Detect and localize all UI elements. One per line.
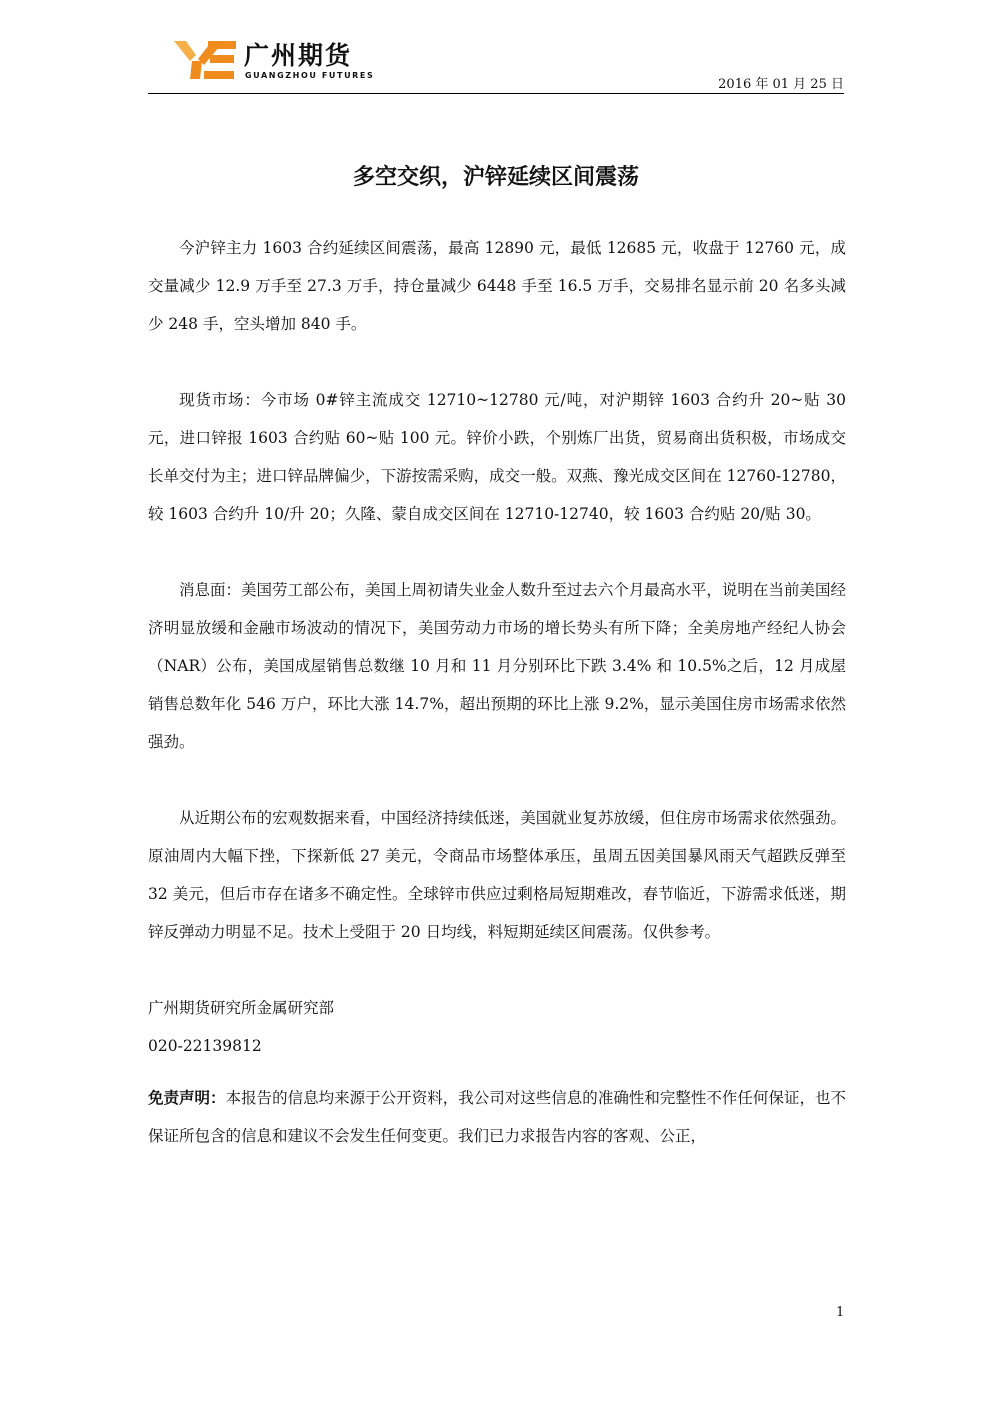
disclaimer-label: 免责声明： [148,1088,226,1107]
paragraph-news: 消息面：美国劳工部公布，美国上周初请失业金人数升至过去六个月最高水平，说明在当前美国经济明显放缓和金融市场波动的情况下，美国劳动力市场的增长势头有所下降；全美房地产经纪人协会（NAR）公布，美国成屋销售总数继 10 月和 11 月分别环比下跌 3.4% 和 10.5%之后，12 月成屋销售总数年化 546 万户，环比大涨 14.7%，超出预期的环比上涨 9.2%，显示美国住房市场需求依然强劲。 [148,581,846,751]
brand-name-cn: 广州期货 [244,41,353,70]
paragraph-outlook: 从近期公布的宏观数据来看，中国经济持续低迷，美国就业复苏放缓，但住房市场需求依然强劲。原油周内大幅下挫，下探新低 27 美元，令商品市场整体承压，虽周五因美国暴风雨天气超跌反弹至 32 美元，但后市存在诸多不确定性。全球锌市供应过剩格局短期难改，春节临近，下游需求低迷，期锌反弹动力明显不足。技术上受阻于 20 日均线，料短期延续区间震荡。仅供参考。 [148,809,846,941]
page-header [148,30,844,96]
paragraph-market-summary: 今沪锌主力 1603 合约延续区间震荡，最高 12890 元，最低 12685 元，收盘于 12760 元，成交量减少 12.9 万手至 27.3 万手，持仓量减少 6448 手至 16.5 万手，交易排名显示前 20 名多头减少 248 手，空头增加 840 手。 [148,239,846,333]
contact-phone: 020-22139812 [148,1037,262,1055]
disclaimer [148,1079,846,1155]
report-date: 2016 年 01 月 25 日 [718,77,844,92]
report-body [148,229,846,1155]
brand-name-en: GUANGZHOU FUTURES [245,71,375,80]
report-title: 多空交织，沪锌延续区间震荡 [352,165,639,190]
paragraph-spot-market: 现货市场：今市场 0#锌主流成交 12710~12780 元/吨，对沪期锌 1603 合约升 20~贴 30 元，进口锌报 1603 合约贴 60~贴 100 元。锌价小跌，个别炼厂出货，贸易商出货积极，市场成交长单交付为主；进口锌品牌偏少，下游按需采购，成交一般。双燕、豫光成交区间在 12760-12780，较 1603 合约升 10/升 20；久隆、蒙自成交区间在 12710-12740，较 1603 合约贴 20/贴 30。 [148,391,846,523]
contact-department: 广州期货研究所金属研究部 [148,999,335,1017]
page-number: 1 [836,1305,845,1320]
guangzhou-futures-logo-icon [174,39,238,81]
disclaimer-text: 本报告的信息均来源于公开资料，我公司对这些信息的准确性和完整性不作任何保证，也不保证所包含的信息和建议不会发生任何变更。我们已力求报告内容的客观、公正， [148,1089,846,1145]
header-divider [148,93,844,94]
